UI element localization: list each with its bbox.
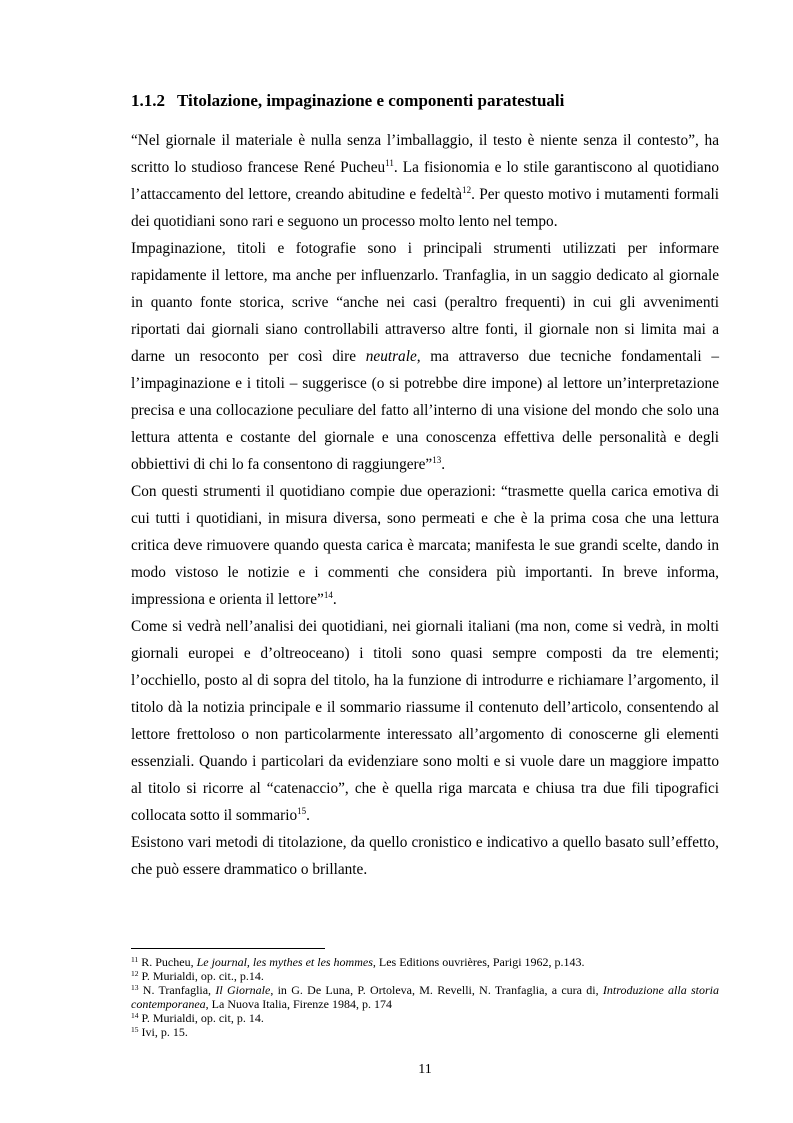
- footnote-14: [131, 1011, 719, 1025]
- section-number: 1.1.2: [131, 91, 165, 110]
- text-run: P. Murialdi, op. cit., p.14.: [138, 969, 264, 983]
- footnote-ref-12[interactable]: 12: [462, 185, 472, 195]
- text-run: , La Nuova Italia, Firenze 1984, p. 174: [205, 997, 392, 1011]
- text-run: P. Murialdi, op. cit, p. 14.: [138, 1011, 264, 1025]
- italic-text: Il Giornale: [215, 983, 271, 997]
- italic-text: Introduzione alla storia contemporanea: [131, 983, 720, 1011]
- footnote-ref-15[interactable]: 15: [297, 806, 307, 816]
- text-run: R. Pucheu,: [138, 955, 197, 969]
- text-run: . La fisionomia e lo stile garantiscono al quotidiano l’attaccamento del lettore, creando abitudine e fedeltà: [131, 159, 719, 203]
- text-run: , Les Editions ouvrières, Parigi 1962, p.143.: [372, 955, 585, 969]
- text-run: . Per questo motivo i mutamenti formali dei quotidiani sono rari e seguono un processo molto lento nel tempo.: [131, 186, 719, 230]
- text-run: ma attraverso due tecniche fondamentali – l’impaginazione e i titoli – suggerisce (o si potrebbe dire impone) al lettore un’interpretazione precisa e una collocazione peculiare del fatto all’interno di una visione del mondo che solo una lettura attenta e costante del giornale e una conoscenza effettiva delle personalità e degli obbiettivi di chi lo fa consentono di raggiungere”: [131, 348, 719, 473]
- text-run: , in G. De Luna, P. Ortoleva, M. Revelli, N. Tranfaglia, a cura di,: [270, 983, 603, 997]
- section-title: Titolazione, impaginazione e componenti paratestuali: [177, 91, 565, 110]
- page-number: 11: [418, 1062, 432, 1077]
- text-run: “Nel giornale il materiale è nulla senza l’imballaggio, il testo è niente senza il contesto”, ha scritto lo studioso francese René Pucheu: [131, 132, 719, 176]
- footnote-ref-13[interactable]: 13: [432, 455, 442, 465]
- paragraph-4: [131, 613, 719, 829]
- footnote-11: [131, 955, 719, 969]
- text-run: Come si vedrà nell’analisi dei quotidiani, nei giornali italiani (ma non, come si vedrà, in molti giornali europei e d’oltreoceano) i titoli sono quasi sempre composti da tre elementi; l’occhiello, posto al di sopra del titolo, ha la funzione di introdurre e richiamare l’argomento, il titolo dà la notizia principale e il sommario riassume il contenuto dell’articolo, consentendo al lettore frettoloso o non particolarmente interessato all’argomento di conoscerne gli elementi essenziali. Quando i particolari da evidenziare sono molti e si vuole dare un maggiore impatto al titolo si ricorre al “catenaccio”, che è quella riga marcata e chiusa tra due fili tipografici collocata sotto il sommario: [131, 618, 719, 824]
- footnote-number: 14: [131, 1011, 139, 1020]
- text-run: .: [332, 591, 337, 608]
- footnote-ref-14[interactable]: 14: [323, 590, 333, 600]
- text-run: Impaginazione, titoli e fotografie sono i principali strumenti utilizzati per informare rapidamente il lettore, ma anche per influenzarlo. Tranfaglia, in un saggio dedicato al giornale in quanto fonte storica, scrive “anche nei casi (peraltro frequenti) in cui gli avvenimenti riportati dai giornali siano controllabili attraverso altre fonti, il giornale non si limita mai a darne un resoconto per così dire: [131, 240, 719, 365]
- paragraph-2: [131, 235, 719, 478]
- text-run: Con questi strumenti il quotidiano compie due operazioni: “trasmette quella carica emotiva di cui tutti i quotidiani, in misura diversa, sono permeati e che è la prima cosa che una lettura critica deve rimuovere quando questa carica è marcata; manifesta le sue grandi scelte, dando in modo vistoso le notizie e i commenti che considera più importanti. In breve informa, impressiona e orienta il lettore”: [131, 483, 719, 608]
- text-run: .: [306, 807, 310, 824]
- paragraph-5: Esistono vari metodi di titolazione, da quello cronistico e indicativo a quello basato sull’effetto, che può essere drammatico o brillante.: [131, 834, 719, 878]
- italic-text: neutrale,: [365, 348, 421, 365]
- footnote-12: [131, 969, 719, 983]
- body-text: [131, 127, 719, 883]
- footnote-15: [131, 1025, 719, 1039]
- paragraph-3: [131, 478, 719, 613]
- paragraph-1: [131, 127, 719, 235]
- text-run: .: [441, 456, 446, 473]
- footnote-ref-11[interactable]: 11: [385, 158, 394, 168]
- footnote-divider: [131, 948, 325, 949]
- section-heading: [131, 91, 564, 111]
- footnotes: [131, 955, 719, 1039]
- text-run: N. Tranfaglia,: [138, 983, 216, 997]
- footnote-number: 12: [131, 969, 139, 978]
- text-run: Ivi, p. 15.: [138, 1025, 188, 1039]
- footnote-number: 15: [131, 1025, 139, 1034]
- footnote-number: 11: [131, 955, 139, 964]
- footnote-number: 13: [131, 983, 139, 992]
- footnote-13: [131, 983, 719, 1011]
- italic-text: Le journal, les mythes et les hommes: [196, 955, 373, 969]
